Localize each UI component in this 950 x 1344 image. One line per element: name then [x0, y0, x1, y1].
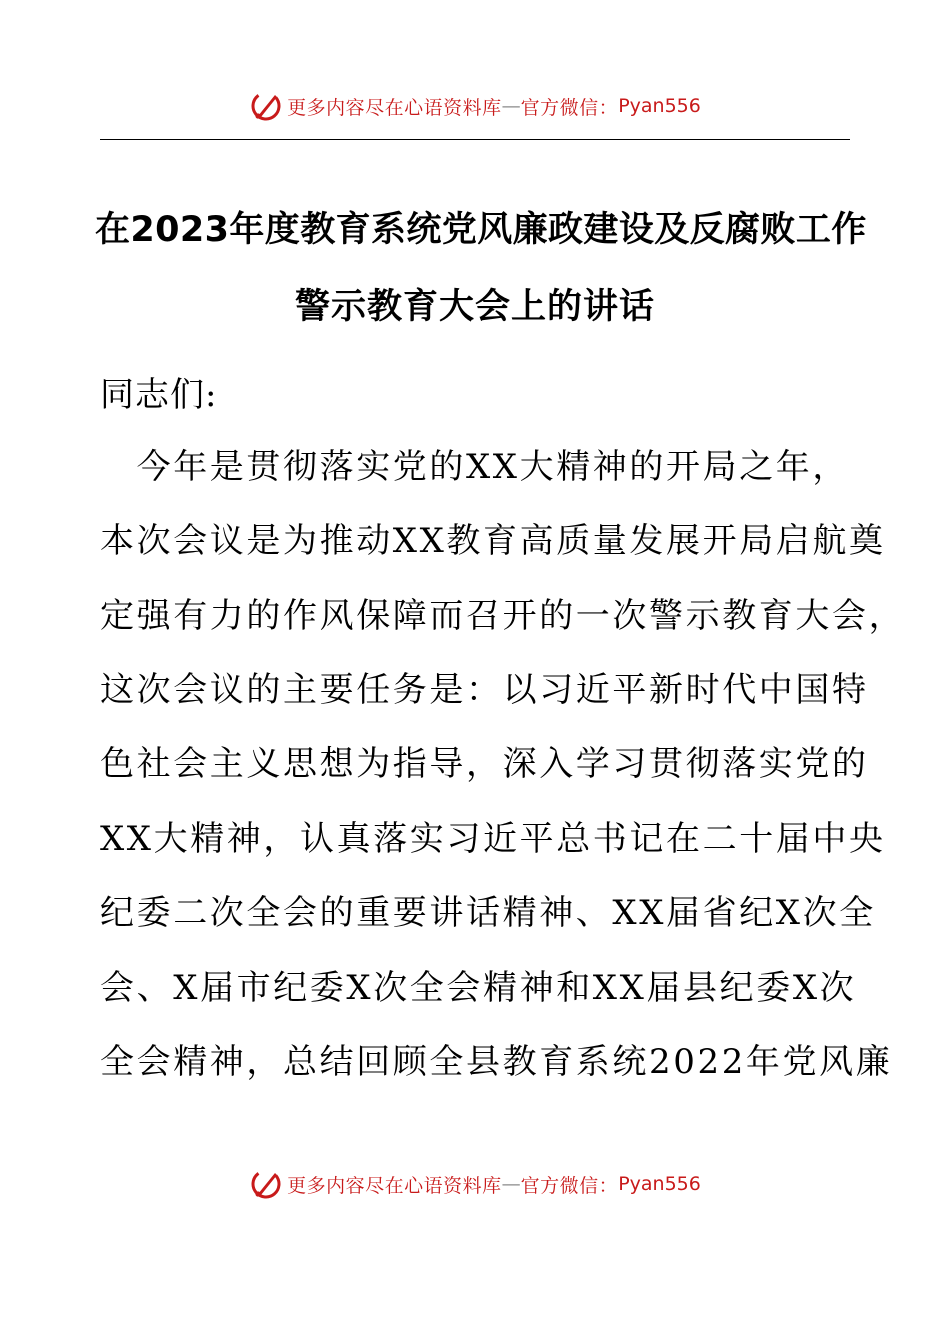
document-title-line-2: 警示教育大会上的讲话 [294, 287, 655, 327]
site-promo-text: 更多内容尽在心语资料库 [287, 96, 502, 119]
body-line: 色社会主义思想为指导，深入学习贯彻落实党的 [100, 744, 869, 784]
header-rule [100, 139, 850, 140]
banner-separator: — [501, 95, 521, 117]
brush-logo-icon [249, 89, 283, 123]
body-line: 全会精神，总结回顾全县教育系统2022年党风廉 [100, 1042, 893, 1082]
wechat-label: 官方微信： [520, 1174, 619, 1197]
footer-banner [0, 1164, 950, 1204]
wechat-id: Pyan556 [618, 1173, 701, 1195]
body-line: 这次会议的主要任务是：以习近平新时代中国特 [100, 670, 869, 710]
body-line: 本次会议是为推动XX教育高质量发展开局启航奠 [100, 521, 886, 561]
body-line: XX大精神，认真落实习近平总书记在二十届中央 [100, 819, 886, 859]
site-promo-text: 更多内容尽在心语资料库 [287, 1174, 502, 1197]
header-banner [0, 86, 950, 126]
document-title-line-1: 在2023年度教育系统党风廉政建设及反腐败工作 [95, 210, 867, 250]
body-line: 纪委二次全会的重要讲话精神、XX届省纪X次全 [100, 893, 876, 933]
body-line: 会、X届市纪委X次全会精神和XX届县纪委X次 [100, 968, 857, 1008]
brush-logo-icon [249, 1167, 283, 1201]
banner-separator: — [501, 1173, 521, 1195]
body-line: 定强有力的作风保障而召开的一次警示教育大会， [100, 596, 906, 636]
wechat-label: 官方微信： [520, 96, 619, 119]
body-line: 今年是贯彻落实党的XX大精神的开局之年， [100, 447, 850, 487]
greeting: 同志们: [100, 375, 218, 415]
wechat-id: Pyan556 [618, 95, 701, 117]
